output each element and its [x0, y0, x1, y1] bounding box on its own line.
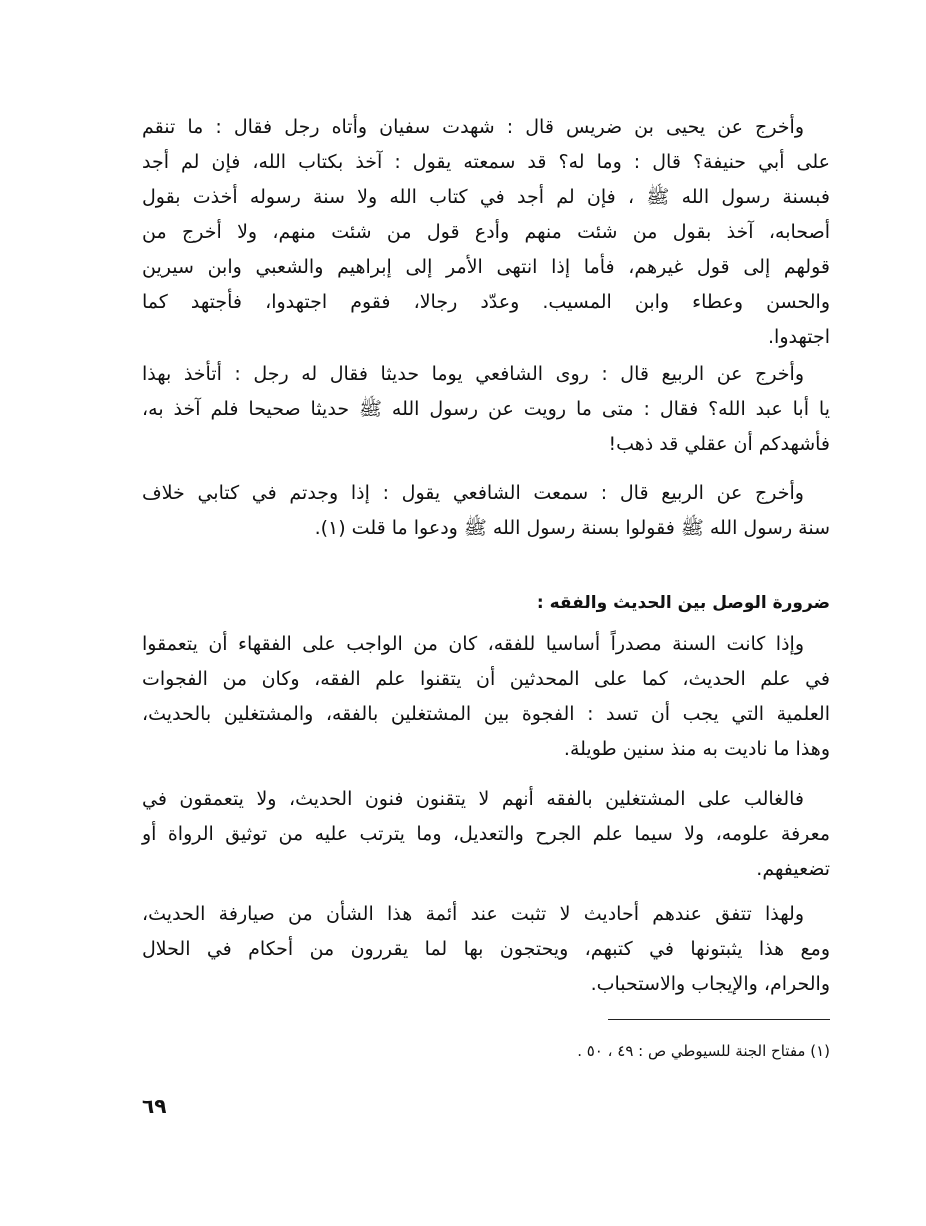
text-line: وأخرج عن الربيع قال : سمعت الشافعي يقول : إذا وجدتم في كتابي خلاف: [142, 482, 804, 504]
paragraph-yahya-ibn-durays: [142, 110, 830, 355]
paragraph-weak-hadiths: [142, 897, 830, 1002]
text-line: وإذا كانت السنة مصدراً أساسيا للفقه، كان من الواجب على الفقهاء أن يتعمقوا: [142, 633, 804, 655]
paragraph-rabi-shafii-book: [142, 476, 830, 546]
text-line: وأخرج عن يحيى بن ضريس قال : شهدت سفيان وأتاه رجل فقال : ما تنقم: [142, 116, 804, 138]
text-line: وهذا ما ناديت به منذ سنين طويلة.: [563, 738, 830, 760]
footnote: (١) مفتاح الجنة للسيوطي ص : ٤٩ ، ٥٠ .: [577, 1042, 830, 1060]
text-line: أصحابه، آخذ بقول من شئت منهم وأدع قول من شئت منهم، ولا أخرج من: [142, 221, 830, 243]
text-line: فأشهدكم أن عقلي قد ذهب!: [608, 433, 830, 455]
section-heading: ضرورة الوصل بين الحديث والفقه :: [536, 593, 830, 613]
text-line: اجتهدوا.: [768, 326, 830, 348]
text-line: ومع هذا يثبتونها في كتبهم، ويحتجون بها لما يقررون من أحكام في الحلال: [142, 938, 830, 960]
text-line: فالغالب على المشتغلين بالفقه أنهم لا يتقنون فنون الحديث، ولا يتعمقون في: [142, 788, 804, 810]
text-line: تضعيفهم.: [756, 858, 830, 880]
text-line: قولهم إلى قول غيرهم، فأما إذا انتهى الأمر إلى إبراهيم والشعبي وابن سيرين: [142, 256, 830, 278]
paragraph-jurists-hadith: [142, 782, 830, 887]
text-line: في علم الحديث، كما على المحدثين أن يتقنوا علم الفقه، وكان من الفجوات: [142, 668, 830, 690]
text-line: العلمية التي يجب أن تسد : الفجوة بين المشتغلين بالفقه، والمشتغلين بالحديث،: [142, 703, 830, 725]
text-line: والحسن وعطاء وابن المسيب. وعدّد رجالا، فقوم اجتهدوا، فأجتهد كما: [142, 291, 830, 313]
page-number: ٦٩: [142, 1094, 167, 1118]
text-line: معرفة علومه، ولا سيما علم الجرح والتعديل، وما يترتب عليه من توثيق الرواة أو: [142, 823, 830, 845]
footnote-divider: [608, 1019, 830, 1020]
text-line: ولهذا تتفق عندهم أحاديث لا تثبت عند أئمة هذا الشأن من صيارفة الحديث،: [142, 903, 804, 925]
text-line: سنة رسول الله ﷺ فقولوا بسنة رسول الله ﷺ ودعوا ما قلت (١).: [314, 517, 830, 539]
paragraph-rabi-shafii-hadith: [142, 357, 830, 462]
text-line: وأخرج عن الربيع قال : روى الشافعي يوما حديثا فقال له رجل : أتأخذ بهذا: [142, 363, 804, 385]
text-line: والحرام، والإيجاب والاستحباب.: [590, 973, 830, 995]
text-line: فبسنة رسول الله ﷺ ، فإن لم أجد في كتاب الله ولا سنة رسوله أخذت بقول: [142, 186, 830, 208]
paragraph-sunnah-source: [142, 627, 830, 767]
text-line: يا أبا عبد الله؟ فقال : متى ما رويت عن رسول الله ﷺ حديثا صحيحا فلم آخذ به،: [142, 398, 830, 420]
text-line: على أبي حنيفة؟ قال : وما له؟ قد سمعته يقول : آخذ بكتاب الله، فإن لم أجد: [142, 151, 830, 173]
